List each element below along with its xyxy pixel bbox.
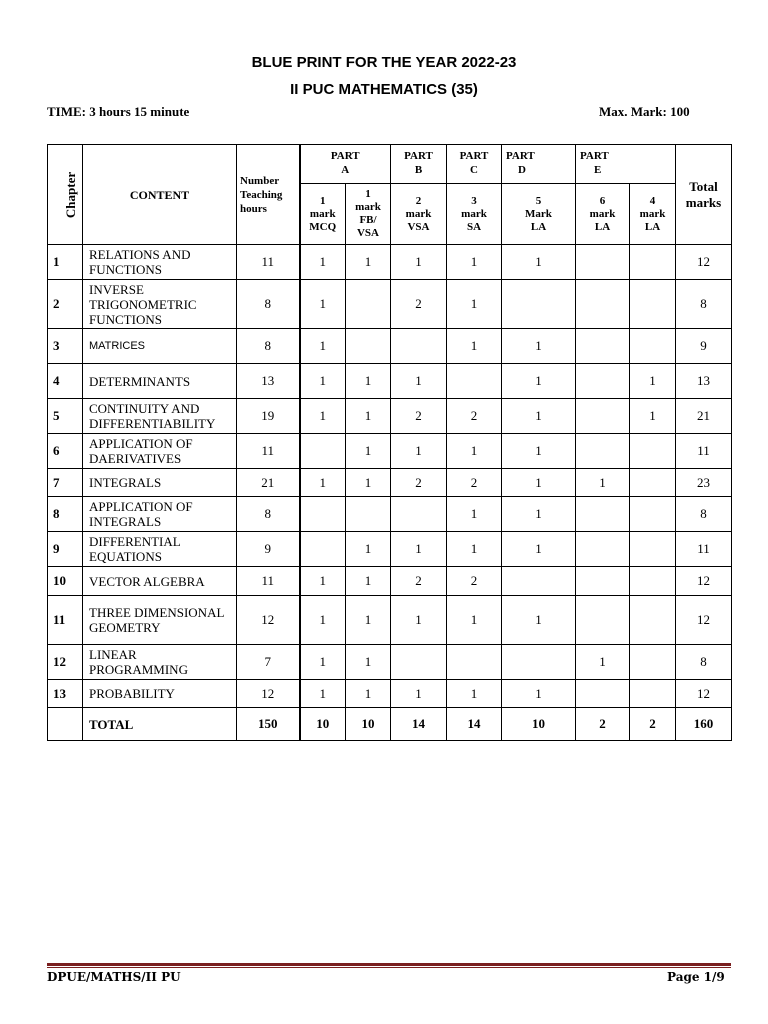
hours-header: Number Teaching hours xyxy=(237,145,300,245)
total-marks-header: Total marks xyxy=(676,145,732,245)
page-subtitle: II PUC MATHEMATICS (35) xyxy=(290,81,478,98)
table-row: 2 INVERSE TRIGONOMETRIC FUNCTIONS 8 1 2 1 8 xyxy=(48,280,732,329)
part-e-header: PART E xyxy=(576,145,676,184)
table-row: 1 RELATIONS AND FUNCTIONS 11 1 1 1 1 1 12 xyxy=(48,245,732,280)
footer-doc-code: DPUE/MATHS/II PU xyxy=(47,970,181,984)
table-row: 13 PROBABILITY 12 1 1 1 1 1 12 xyxy=(48,680,732,708)
part-a-header: PART A xyxy=(300,145,391,184)
table-row: 12 LINEAR PROGRAMMING 7 1 1 1 8 xyxy=(48,645,732,680)
part-d-header: PART D xyxy=(502,145,576,184)
total-row: TOTAL 150 10 10 14 14 10 2 2 160 xyxy=(48,708,732,741)
content-header: CONTENT xyxy=(83,145,237,245)
part-c-header: PART C xyxy=(447,145,502,184)
footer-divider xyxy=(47,963,731,966)
table-row: 9 DIFFERENTIAL EQUATIONS 9 1 1 1 1 11 xyxy=(48,532,732,567)
page-title: BLUE PRINT FOR THE YEAR 2022-23 xyxy=(251,54,517,71)
exam-time: TIME: 3 hours 15 minute xyxy=(47,104,190,119)
blueprint-table xyxy=(47,144,732,741)
mcq-header: 1 mark MCQ xyxy=(300,184,346,245)
table-row: 4 DETERMINANTS 13 1 1 1 1 1 13 xyxy=(48,364,732,399)
table-row: 7 INTEGRALS 21 1 1 2 2 1 1 23 xyxy=(48,469,732,497)
fb-vsa-header: 1 mark FB/ VSA xyxy=(346,184,391,245)
table-row: 6 APPLICATION OF DAERIVATIVES 11 1 1 1 1 11 xyxy=(48,434,732,469)
footer-divider-thin xyxy=(47,967,731,968)
chapter-header: Chapter xyxy=(48,145,83,245)
part-b-header: PART B xyxy=(391,145,447,184)
table-row: 8 APPLICATION OF INTEGRALS 8 1 1 8 xyxy=(48,497,732,532)
table-row: 11 THREE DIMENSIONAL GEOMETRY 12 1 1 1 1 1 12 xyxy=(48,596,732,645)
sa-3mark-header: 3 mark SA xyxy=(447,184,502,245)
la-5mark-header: 5 Mark LA xyxy=(502,184,576,245)
page-number: Page 1/9 xyxy=(667,970,725,984)
table-row: 5 CONTINUITY AND DIFFERENTIABILITY 19 1 1 2 2 1 1 21 xyxy=(48,399,732,434)
max-mark: Max. Mark: 100 xyxy=(599,104,690,119)
vsa-2mark-header: 2 mark VSA xyxy=(391,184,447,245)
la-6mark-header: 6 mark LA xyxy=(576,184,630,245)
table-row: 10 VECTOR ALGEBRA 11 1 1 2 2 12 xyxy=(48,567,732,596)
la-4mark-header: 4 mark LA xyxy=(630,184,676,245)
table-row: 3 MATRICES 8 1 1 1 9 xyxy=(48,329,732,364)
